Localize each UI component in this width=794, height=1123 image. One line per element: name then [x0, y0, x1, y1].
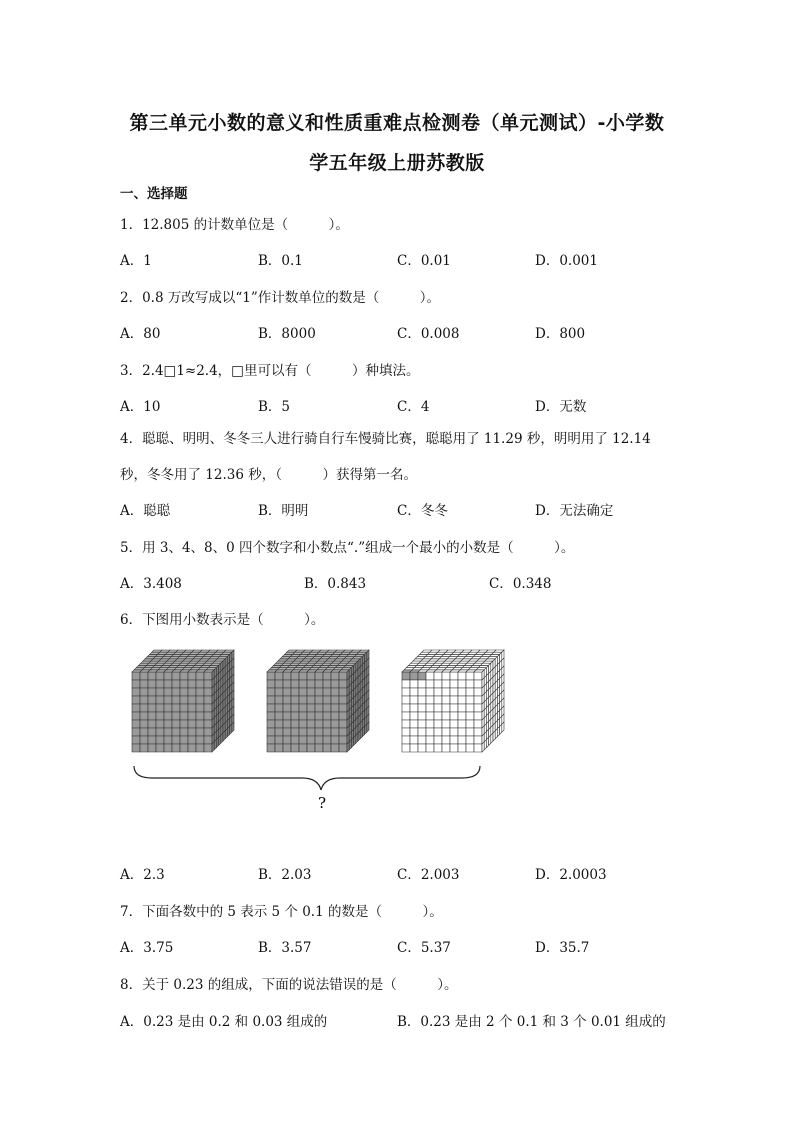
question-8-text: 8．关于 0.23 的组成，下面的说法错误的是（ ）。 [120, 977, 458, 993]
question-1-option-d: D．0.001 [535, 253, 598, 269]
question-2-option-d: D．800 [535, 326, 586, 342]
question-5-option-a: A．3.408 [120, 576, 182, 592]
section-heading-choice: 一、选择题 [120, 186, 188, 202]
question-7-option-c: C．5.37 [397, 940, 451, 956]
page-title-line1: 第三单元小数的意义和性质重难点检测卷（单元测试）-小学数 [129, 112, 665, 134]
question-4-option-d: D．无法确定 [535, 503, 614, 519]
question-5-text: 5．用 3、4、8、0 四个数字和小数点“.”组成一个最小的小数是（ ）。 [120, 540, 575, 556]
question-4-text-line2: 秒，冬冬用了 12.36 秒，（ ）获得第一名。 [120, 467, 417, 483]
question-6-option-b: B．2.03 [258, 867, 312, 883]
question-6-option-d: D．2.0003 [535, 867, 607, 883]
question-3-option-d: D．无数 [535, 399, 587, 415]
question-7-option-b: B．3.57 [258, 940, 312, 956]
cube-figure [402, 650, 504, 752]
question-2-option-a: A．80 [120, 326, 161, 342]
question-8-option-a: A．0.23 是由 0.2 和 0.03 组成的 [120, 1014, 328, 1030]
question-5-option-b: B．0.843 [304, 576, 367, 592]
question-1-option-b: B．0.1 [258, 253, 303, 269]
question-7-option-d: D．35.7 [535, 940, 590, 956]
question-3-option-c: C．4 [397, 399, 430, 415]
question-4-option-a: A．聪聪 [120, 503, 171, 519]
question-6-option-c: C．2.003 [397, 867, 460, 883]
question-6-figure-label: ? [317, 794, 327, 812]
cube-figure [267, 650, 369, 752]
page-title-line2: 学五年级上册苏教版 [309, 152, 485, 174]
question-8-option-b: B．0.23 是由 2 个 0.1 和 3 个 0.01 组成的 [397, 1014, 666, 1030]
question-4-option-b: B．明明 [258, 503, 309, 519]
question-5-option-c: C．0.348 [489, 576, 552, 592]
brace [134, 766, 480, 790]
question-3-option-b: B．5 [258, 399, 291, 415]
question-2-option-b: B．8000 [258, 326, 316, 342]
question-1-option-a: A．1 [120, 253, 152, 269]
question-1-option-c: C．0.01 [397, 253, 451, 269]
question-4-text-line1: 4．聪聪、明明、冬冬三人进行骑自行车慢骑比赛，聪聪用了 11.29 秒，明明用了 12.14 [120, 431, 651, 447]
question-2-text: 2．0.8 万改写成以“1”作计数单位的数是（ ）。 [120, 290, 440, 306]
question-2-option-c: C．0.008 [397, 326, 460, 342]
question-3-text: 3．2.4□1≈2.4，□里可以有（ ）种填法。 [120, 363, 420, 379]
question-3-option-a: A．10 [120, 399, 161, 415]
cube-figure [132, 650, 234, 752]
question-6-option-a: A．2.3 [120, 867, 165, 883]
question-4-option-c: C．冬冬 [397, 503, 448, 519]
question-7-option-a: A．3.75 [120, 940, 174, 956]
question-7-text: 7．下面各数中的 5 表示 5 个 0.1 的数是（ ）。 [120, 904, 443, 920]
question-1-text: 1．12.805 的计数单位是（ ）。 [120, 217, 349, 233]
question-6-text: 6．下图用小数表示是（ ）。 [120, 612, 325, 628]
question-6-figure [120, 640, 520, 820]
